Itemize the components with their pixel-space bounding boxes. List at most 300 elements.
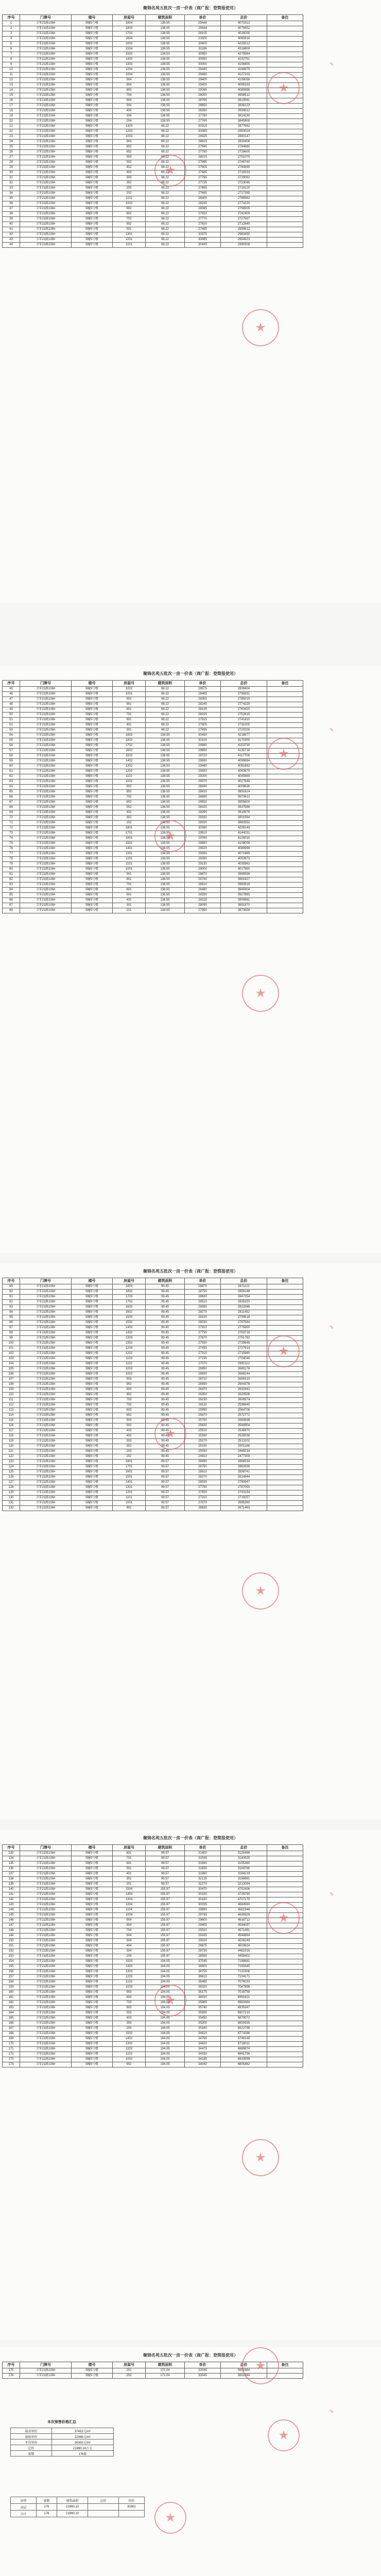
price-sheet-1 (0, 0, 381, 603)
table-cell: 卫零21路108# (20, 1290, 72, 1295)
table-cell: 卫零21路108# (20, 1485, 72, 1490)
table-row (3, 104, 303, 109)
table-cell (267, 769, 303, 774)
table-cell: 72 (3, 826, 20, 831)
table-cell: 6879072 (221, 2016, 267, 2021)
column-header: 房屋号 (113, 1278, 146, 1284)
table-cell: 卫零21路108# (20, 826, 72, 831)
table-row (3, 1913, 303, 1918)
table-cell: 24910 (185, 1454, 221, 1460)
table-cell: 卫零21路108# (20, 790, 72, 795)
table-cell: 5幢5号楼 (72, 1357, 113, 1362)
table-cell: 5幢5号楼 (72, 140, 113, 145)
table-cell: 166 (3, 2021, 20, 2026)
table-cell: 28010 (185, 155, 221, 160)
table-cell: 卫零21路108# (20, 1903, 72, 1908)
table-cell: 1502 (113, 754, 146, 759)
table-cell: 卫零21路108# (20, 78, 72, 83)
table-cell: 98.22 (146, 238, 185, 243)
table-cell: 194.05 (146, 2006, 185, 2011)
table-cell: 1503 (113, 1959, 146, 1964)
table-cell: 1003 (113, 1985, 146, 1990)
table-cell: 2838741 (221, 1470, 267, 1475)
table-cell: 卫零21路108# (20, 2021, 72, 2026)
table-cell: 31835 (185, 1867, 221, 1872)
table-cell: 5幢5号楼 (72, 1408, 113, 1413)
table-cell: 28150 (185, 1315, 221, 1320)
table-cell: 83 (3, 883, 20, 888)
table-cell: 卫零21路108# (20, 1284, 72, 1290)
table-cell: 28245 (185, 702, 221, 707)
table-cell: 63 (3, 779, 20, 785)
table-cell: 20 (3, 119, 20, 124)
table-cell: 4117706 (221, 754, 267, 759)
table-cell: 3198661 (221, 1877, 267, 1882)
table-row (3, 1413, 303, 1418)
table-cell: 1002 (113, 687, 146, 692)
table-cell (267, 1310, 303, 1315)
table-cell: 138.55 (146, 852, 185, 857)
table-cell: 99.45 (146, 1444, 185, 1449)
table-cell: 卫零21路108# (20, 1480, 72, 1485)
table-cell: 卫零21路108# (20, 1382, 72, 1387)
table-cell: 5幢5号楼 (72, 201, 113, 207)
table-cell: 402 (113, 1434, 146, 1439)
table-cell: 2871122 (221, 1284, 267, 1290)
table-cell: 4170355 (221, 738, 267, 743)
table-row (3, 754, 303, 759)
table-cell: 601 (113, 718, 146, 723)
table-cell: 5幢5号楼 (72, 764, 113, 769)
table-cell: 142 (3, 1897, 20, 1903)
table-cell: 卫零21路108# (20, 908, 72, 913)
table-cell: 26 (3, 150, 20, 155)
table-cell: 26830 (185, 1372, 221, 1377)
table-cell: 5幢5号楼 (72, 1377, 113, 1382)
table-cell: 27430 (185, 1346, 221, 1351)
table-cell: 卫零21路108# (20, 749, 72, 754)
table-cell: 卫零21路108# (20, 1449, 72, 1454)
table-cell: 138.55 (146, 867, 185, 872)
table-cell: 34040 (185, 2062, 221, 2067)
table-cell: 302 (113, 1444, 146, 1449)
table-cell: 1203 (113, 129, 146, 134)
table-cell: 29400 (185, 78, 221, 83)
table-cell: 903 (113, 1990, 146, 1995)
table-cell (267, 692, 303, 697)
table-cell: 5幢5号楼 (72, 687, 113, 692)
table-row (3, 181, 303, 186)
table-cell: 5幢5号楼 (72, 67, 113, 73)
table-cell: 98.22 (146, 124, 185, 129)
table-cell: 卫零21路108# (20, 2037, 72, 2042)
seal-stamp-icon (154, 155, 186, 187)
table-cell: 99.45 (146, 1413, 185, 1418)
table-cell (267, 1403, 303, 1408)
table-cell: 29330 (185, 769, 221, 774)
table-cell: 404 (113, 1944, 146, 1949)
table-cell (267, 1398, 303, 1403)
table-cell: 171 (3, 2047, 20, 2052)
table-cell: 158 (3, 1980, 20, 1985)
table-cell: 卫零21路108# (20, 109, 72, 114)
table-cell: 1502 (113, 1320, 146, 1326)
table-cell: 194.05 (146, 2047, 185, 2052)
table-cell: 25990 (185, 1408, 221, 1413)
table-cell: 2692112 (221, 1362, 267, 1367)
table-row (3, 831, 303, 836)
table-row (3, 1377, 303, 1382)
table-cell (267, 687, 303, 692)
table-cell: 5幢5号楼 (72, 196, 113, 201)
table-cell: 卫零21路108# (20, 785, 72, 790)
table-cell: 25390 (185, 1434, 221, 1439)
table-cell: 5幢5号楼 (72, 217, 113, 222)
table-cell (267, 227, 303, 232)
table-cell: 36175 (185, 1990, 221, 1995)
table-cell: 5幢5号楼 (72, 134, 113, 140)
table-cell: 卫零21路108# (20, 836, 72, 841)
table-cell: 2763420 (221, 707, 267, 713)
table-cell: 803 (113, 1387, 146, 1393)
table-cell: 卫零21路108# (20, 114, 72, 119)
price-sheet-2 (0, 666, 381, 1253)
table-cell (267, 212, 303, 217)
table-cell: 141 (3, 1892, 20, 1897)
table-cell: 卫零21路108# (20, 42, 72, 47)
total-row (11, 2504, 145, 2511)
seal-stamp-icon (242, 2139, 279, 2176)
table-row (3, 774, 303, 779)
table-cell (267, 1290, 303, 1295)
table-cell: 172 (3, 2052, 20, 2057)
table-cell: 1702 (113, 743, 146, 749)
table-row (3, 1861, 303, 1867)
table-cell: 602 (113, 1413, 146, 1418)
table-cell: 4729790 (221, 1892, 267, 1897)
seal-stamp-icon (242, 309, 279, 346)
table-row (3, 893, 303, 898)
table-cell: 27550 (185, 1490, 221, 1496)
table-row (3, 790, 303, 795)
table-cell: 1304 (113, 1897, 146, 1903)
table-cell (267, 841, 303, 846)
table-cell: 2719257 (221, 1496, 267, 1501)
table-cell: 卫零21路108# (20, 1305, 72, 1310)
table-cell: 5幢5号楼 (72, 1423, 113, 1429)
table-cell (267, 1877, 303, 1882)
table-cell (267, 1429, 303, 1434)
table-row (3, 2001, 303, 2006)
table-cell: 3213094 (221, 1882, 267, 1887)
table-row (3, 1372, 303, 1377)
table-cell: 4153730 (221, 743, 267, 749)
table-cell: 138.55 (146, 47, 185, 52)
table-cell: 134 (3, 1856, 20, 1861)
table-cell: 903 (113, 140, 146, 145)
table-cell: 135 (3, 1861, 20, 1867)
table-cell: 66 (3, 795, 20, 800)
table-cell: 3909881 (221, 898, 267, 903)
table-cell: 6774286 (221, 2031, 267, 2037)
table-cell: 35305 (185, 2021, 221, 2026)
table-row (3, 227, 303, 232)
table-cell: 99.57 (146, 1872, 185, 1877)
table-cell: 28550 (185, 800, 221, 805)
table-cell: 1303 (113, 1336, 146, 1341)
table-cell: 124 (3, 1465, 20, 1470)
table-cell: 1301 (113, 1485, 146, 1490)
total-header-cell: 套数 (37, 2497, 57, 2504)
table-cell: 168 (3, 2031, 20, 2037)
table-cell: 33 (3, 186, 20, 191)
table-row (3, 1300, 303, 1305)
table-cell: 157 (3, 1975, 20, 1980)
table-row (3, 1970, 303, 1975)
table-cell: 204 (113, 119, 146, 124)
table-cell: 5幢5号楼 (72, 1851, 113, 1856)
table-cell: 155.97 (146, 1923, 185, 1928)
table-row (3, 21, 303, 26)
table-cell (267, 1944, 303, 1949)
column-header: 建筑面积 (146, 681, 185, 687)
total-cell (88, 2511, 119, 2517)
table-cell: 6991621 (221, 1995, 267, 2001)
table-cell: 卫零21路108# (20, 1867, 72, 1872)
table-cell: 卫零21路108# (20, 821, 72, 826)
table-cell: 98.22 (146, 171, 185, 176)
table-cell: 151 (3, 1944, 20, 1949)
table-cell: 1803 (113, 733, 146, 738)
table-cell: 5幢5号楼 (72, 42, 113, 47)
table-row (3, 98, 303, 104)
table-cell: 27685 (185, 171, 221, 176)
table-cell: 5幢5号楼 (72, 1320, 113, 1326)
table-cell (267, 171, 303, 176)
table-row (3, 872, 303, 877)
table-cell: 202 (113, 191, 146, 196)
table-cell: 2774220 (221, 201, 267, 207)
table-cell: 204 (113, 1954, 146, 1959)
table-cell: 803 (113, 88, 146, 93)
table-cell: 卫零21路108# (20, 852, 72, 857)
table-cell: 5幢5号楼 (72, 893, 113, 898)
table-row (3, 1867, 303, 1872)
table-cell: 2671463 (221, 1506, 267, 1511)
table-cell: 99.45 (146, 1398, 185, 1403)
table-cell: 138.55 (146, 779, 185, 785)
price-table (2, 1844, 303, 2067)
table-cell: 5幢5号楼 (72, 1975, 113, 1980)
table-cell: 卫零21路108# (20, 129, 72, 134)
table-cell: 卫零21路108# (20, 1851, 72, 1856)
table-cell: 29260 (185, 857, 221, 862)
table-cell: 5幢5号楼 (72, 93, 113, 98)
table-cell: 3991624 (221, 790, 267, 795)
sheet-title: 聚锦名苑五批次一房一价表（商广报：登简报使用） (143, 1269, 238, 1274)
table-cell: 5幢5号楼 (72, 2021, 113, 2026)
table-cell: 卫零21路108# (20, 1990, 72, 1995)
table-cell: 卫零21路108# (20, 1923, 72, 1928)
table-cell: 29425 (185, 134, 221, 140)
table-cell: 卫零21路108# (20, 207, 72, 212)
table-header-row (3, 1845, 303, 1851)
table-cell (267, 1480, 303, 1485)
summary-cell: 176套 (52, 2451, 114, 2456)
table-cell: 28875 (185, 1944, 221, 1949)
table-cell: 5幢5号楼 (72, 2052, 113, 2057)
table-cell: 2811452 (221, 1310, 267, 1315)
table-cell (267, 1897, 303, 1903)
table-row (3, 821, 303, 826)
table-cell: 4481018 (221, 1949, 267, 1954)
table-cell (267, 1959, 303, 1964)
table-cell: 5幢5号楼 (72, 2374, 113, 2379)
table-cell (267, 1449, 303, 1454)
table-cell: 卫零21路108# (20, 2006, 72, 2011)
table-row (3, 160, 303, 165)
table-row (3, 1851, 303, 1856)
column-header: 序号 (3, 2362, 20, 2368)
table-cell: 138.55 (146, 826, 185, 831)
table-cell: 5幢5号楼 (72, 2047, 113, 2052)
table-cell: 5幢5号楼 (72, 1995, 113, 2001)
table-row (3, 903, 303, 908)
table-cell: 1303 (113, 1970, 146, 1975)
table-cell: 601 (113, 1861, 146, 1867)
table-cell (267, 1964, 303, 1970)
table-cell: 5幢5号楼 (72, 2031, 113, 2037)
table-cell (267, 21, 303, 26)
table-row (3, 2062, 303, 2067)
price-sheet-4 (0, 1830, 381, 2340)
table-cell: 36030 (185, 1995, 221, 2001)
table-cell (267, 713, 303, 718)
table-cell: 27485 (185, 227, 221, 232)
table-row (3, 2037, 303, 2042)
table-row (3, 232, 303, 238)
table-cell: 401 (113, 1872, 146, 1877)
table-cell: 5幢5号楼 (72, 903, 113, 908)
table-cell: 99.57 (146, 1480, 185, 1485)
table-cell (267, 1295, 303, 1300)
table-cell: 17 (3, 104, 20, 109)
table-cell: 5幢5号楼 (72, 743, 113, 749)
table-cell: 1204 (113, 1903, 146, 1908)
table-cell: 1002 (113, 779, 146, 785)
table-row (3, 155, 303, 160)
table-cell: 2501168 (221, 1444, 267, 1449)
table-cell: 卫零21路108# (20, 862, 72, 867)
table-cell: 5幢5号楼 (72, 800, 113, 805)
table-cell: 99.45 (146, 1372, 185, 1377)
table-cell: 卫零21路108# (20, 1872, 72, 1877)
table-cell: 25750 (185, 1418, 221, 1423)
table-cell: 29650 (185, 841, 221, 846)
table-cell: 138.55 (146, 119, 185, 124)
table-cell: 5幢5号楼 (72, 805, 113, 810)
table-cell: 4279984 (221, 52, 267, 57)
table-cell (267, 119, 303, 124)
table-cell: 98.22 (146, 129, 185, 134)
table-cell: 1602 (113, 749, 146, 754)
table-cell: 卫零21路108# (20, 2057, 72, 2062)
table-cell: 115 (3, 1418, 20, 1423)
table-cell: 107 (3, 1377, 20, 1382)
table-cell: 5幢5号楼 (72, 1928, 113, 1934)
table-cell: 1202 (113, 769, 146, 774)
table-cell: 7 (3, 52, 20, 57)
table-cell: 5幢5号楼 (72, 124, 113, 129)
table-cell: 28940 (185, 785, 221, 790)
table-cell: 194.05 (146, 1980, 185, 1985)
table-cell: 4639328 (221, 1913, 267, 1918)
table-cell: 5651984 (221, 2374, 267, 2379)
table-row (3, 1403, 303, 1408)
table-row (3, 1315, 303, 1320)
table-cell: 4 (3, 37, 20, 42)
table-cell: 卫零21路108# (20, 2062, 72, 2067)
table-cell: 6822798 (221, 2026, 267, 2031)
table-cell: 99.45 (146, 1320, 185, 1326)
table-cell: 100 (3, 1341, 20, 1346)
table-cell: 2699612 (221, 227, 267, 232)
column-header: 房屋号 (113, 2362, 146, 2368)
table-cell (267, 805, 303, 810)
table-cell: 卫零21路108# (20, 1995, 72, 2001)
table-cell: 卫零21路108# (20, 713, 72, 718)
table-cell: 5幢5号楼 (72, 2001, 113, 2006)
table-cell: 卫零21路108# (20, 1413, 72, 1418)
table-cell (267, 826, 303, 831)
table-cell (267, 145, 303, 150)
table-row (3, 1490, 303, 1496)
table-cell: 194.05 (146, 2062, 185, 2067)
table-cell: 99.45 (146, 1346, 185, 1351)
table-cell: 卫零21路108# (20, 1300, 72, 1305)
table-cell: 1601 (113, 836, 146, 841)
table-cell: 5幢5号楼 (72, 145, 113, 150)
table-cell (267, 1867, 303, 1872)
table-cell: 5幢5号楼 (72, 165, 113, 171)
table-cell: 5幢5号楼 (72, 718, 113, 723)
summary-cell: 22995元/m² (52, 2434, 114, 2439)
table-cell (267, 1470, 303, 1475)
table-row (3, 2047, 303, 2052)
table-cell: 56 (3, 743, 20, 749)
table-cell: 2743154 (221, 1490, 267, 1496)
table-cell: 138.55 (146, 795, 185, 800)
table-cell: 卫零21路108# (20, 2001, 72, 2006)
table-cell (267, 810, 303, 816)
seal-stamp-icon (242, 1572, 279, 1609)
table-header-row (3, 15, 303, 21)
table-cell: 5幢5号楼 (72, 1877, 113, 1882)
table-cell: 2723090 (221, 181, 267, 186)
table-row (3, 805, 303, 810)
table-cell: 3873858 (221, 908, 267, 913)
table-cell: 28105 (185, 31, 221, 37)
table-cell: 卫零21路108# (20, 57, 72, 62)
table-cell: 19 (3, 114, 20, 119)
table-cell: 2775650 (221, 1326, 267, 1331)
table-cell: 802 (113, 145, 146, 150)
table-cell: 99.57 (146, 1460, 185, 1465)
table-cell: 138.55 (146, 37, 185, 42)
table-cell: 98.22 (146, 687, 185, 692)
table-cell: 703 (113, 2001, 146, 2006)
table-cell: 1 (3, 21, 20, 26)
